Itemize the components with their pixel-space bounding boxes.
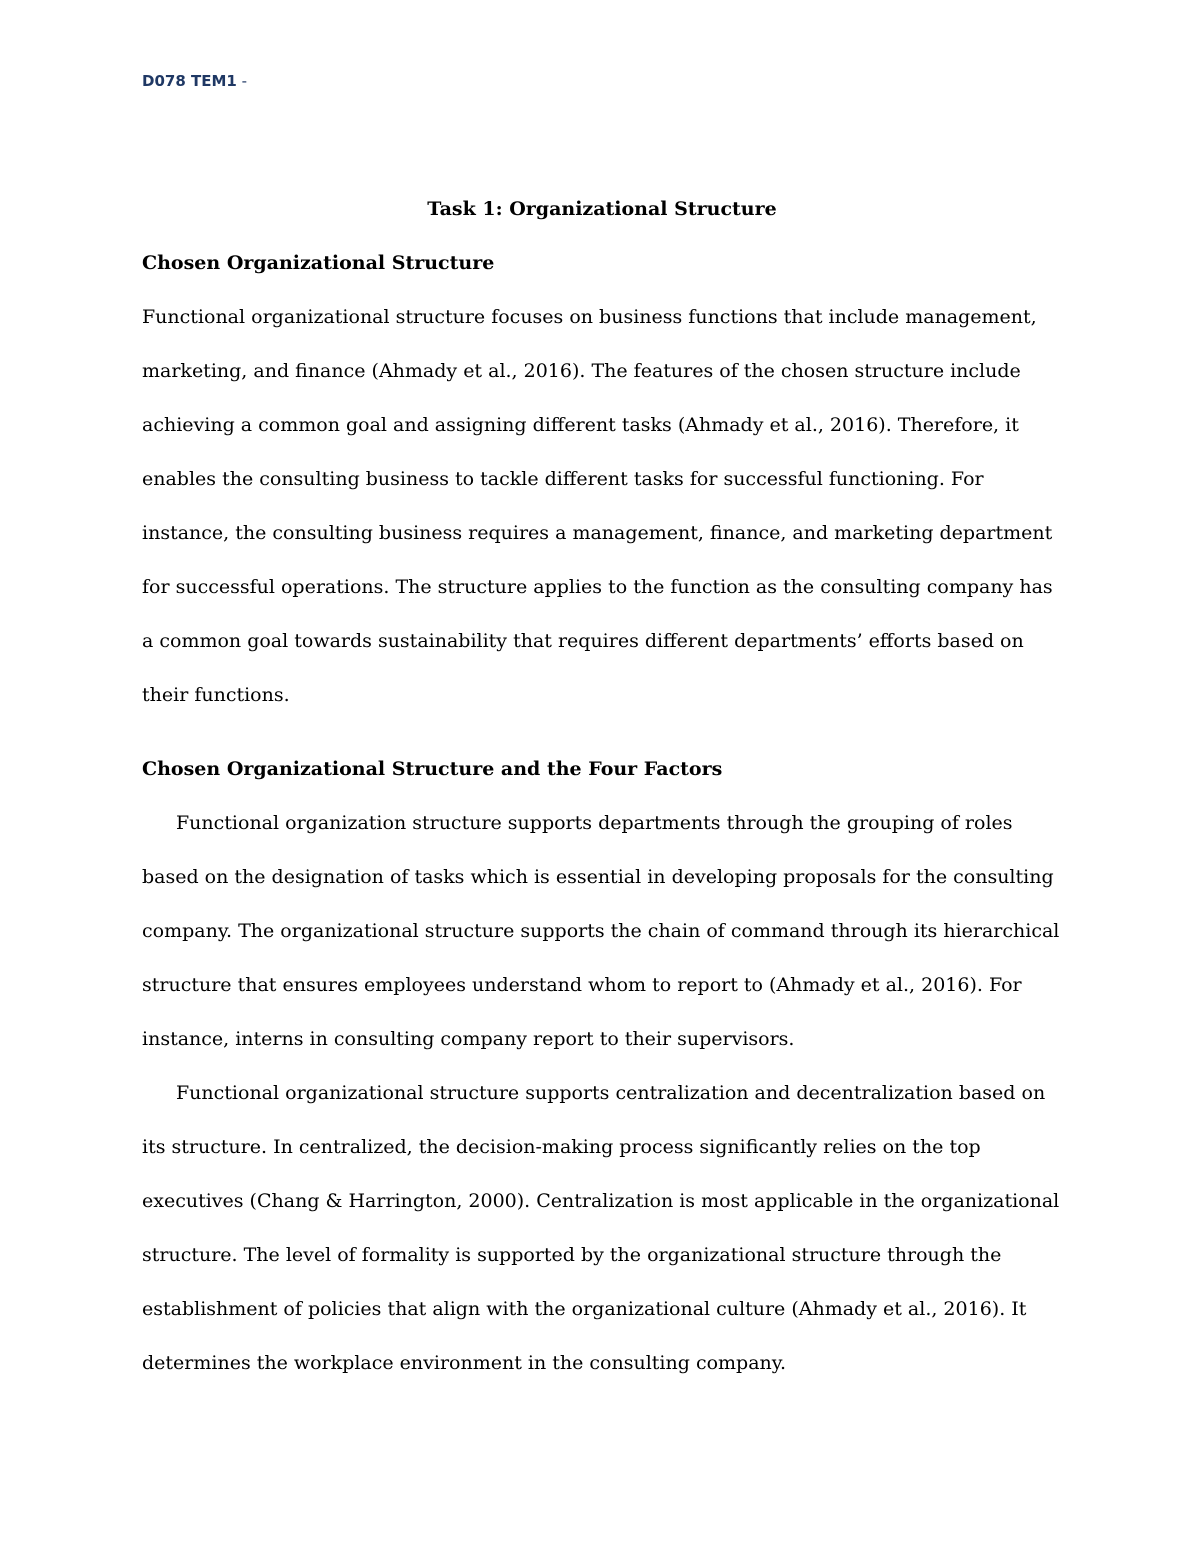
section-heading-chosen-structure: Chosen Organizational Structure	[142, 252, 495, 274]
paragraph: Functional organization structure supports departments through the grouping of roles based on the designation of tasks which is essential in developing proposals for the consulting company. The organizational structure supports the chain of command through its hierarchical structure that ensures employees understand whom to report to (Ahmady et al., 2016). For instance, interns in consulting company report to their supervisors.	[142, 812, 1060, 1050]
paragraph: Functional organizational structure focuses on business functions that include management, marketing, and finance (Ahmady et al., 2016). The features of the chosen structure include achieving a common goal and assigning different tasks (Ahmady et al., 2016). Therefore, it enables the consulting business to tackle different tasks for successful functioning. For instance, the consulting business requires a management, finance, and marketing department for successful operations. The structure applies to the function as the consulting company has a common goal towards sustainability that requires different departments’ efforts based on their functions.	[142, 306, 1053, 706]
page-header	[142, 72, 247, 90]
document-title: Task 1: Organizational Structure	[427, 198, 777, 220]
header-code: D078 TEM1	[142, 72, 237, 90]
header-suffix: -	[236, 72, 248, 90]
document-body	[142, 182, 1062, 1390]
paragraph: Functional organizational structure supports centralization and decentralization based on its structure. In centralized, the decision-making process significantly relies on the top executives (Chang & Harrington, 2000). Centralization is most applicable in the organizational structure. The level of formality is supported by the organizational structure through the establishment of policies that align with the organizational culture (Ahmady et al., 2016). It determines the workplace environment in the consulting company.	[142, 1082, 1060, 1374]
section-heading-four-factors: Chosen Organizational Structure and the Four Factors	[142, 758, 723, 780]
